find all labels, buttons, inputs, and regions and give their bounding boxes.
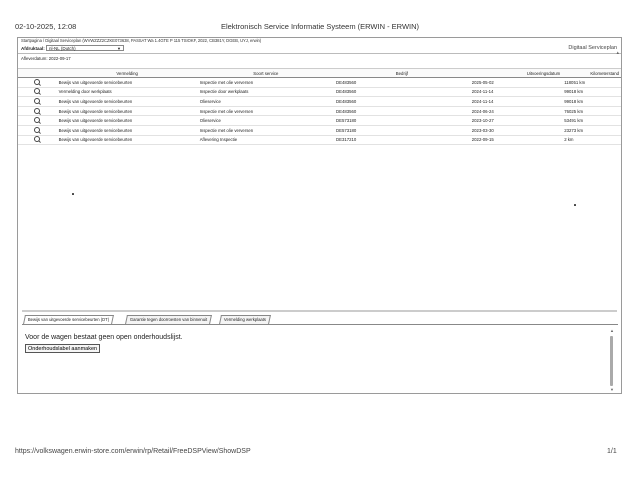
col-header-vermelding[interactable]: Vermelding bbox=[57, 69, 198, 78]
cell-datum: 2024-06-24 bbox=[470, 106, 562, 116]
magnifier-icon[interactable] bbox=[34, 79, 40, 85]
print-language-label: Afdruktaal: bbox=[21, 46, 45, 51]
cell-datum: 2024-11-14 bbox=[470, 87, 562, 97]
no-open-maintenance-message: Voor de wagen bestaat geen open onderhoudslijst. bbox=[25, 334, 183, 341]
cell-vermelding: Bewijs van uitgevoerde servicebeurten bbox=[57, 116, 198, 126]
cell-soort: Inspectie met olie verversen bbox=[198, 78, 334, 88]
cell-km: 53491 km bbox=[562, 116, 621, 126]
cell-vermelding: Bewijs van uitgevoerde servicebeurten bbox=[57, 78, 198, 88]
magnifier-icon[interactable] bbox=[34, 88, 40, 94]
table-row[interactable] bbox=[18, 78, 621, 88]
table-row[interactable] bbox=[18, 97, 621, 107]
cell-vermelding: Bewijs van uitgevoerde servicebeurten bbox=[57, 97, 198, 107]
cell-datum: 2023-03-30 bbox=[470, 125, 562, 135]
scroll-up-arrow-icon[interactable]: ▲ bbox=[610, 328, 614, 333]
dsp-title: Digitaal Serviceplan bbox=[568, 45, 617, 51]
cell-soort: Inspectie door werkplaats bbox=[198, 87, 334, 97]
scroll-up-icon[interactable]: ▴ bbox=[616, 50, 619, 56]
cell-vermelding: Vermelding door werkplaats bbox=[57, 87, 198, 97]
magnifier-icon[interactable] bbox=[34, 108, 40, 114]
tab-panel bbox=[22, 326, 618, 392]
cell-datum: 2022-09-15 bbox=[470, 135, 562, 145]
tab-bar bbox=[22, 315, 618, 325]
cell-datum: 2023-10-27 bbox=[470, 116, 562, 126]
cell-bedrijf: DE317210 bbox=[334, 135, 470, 145]
cell-vermelding: Bewijs van uitgevoerde servicebeurten bbox=[57, 125, 198, 135]
print-language-select[interactable] bbox=[46, 45, 124, 51]
tab-garantie-doorroesten[interactable]: Garantie tegen doorroesten van binnenuit bbox=[125, 315, 212, 324]
toolbar bbox=[18, 44, 621, 54]
footer-url: https://volkswagen.erwin-store.com/erwin/rp/Retail/FreeDSPView/ShowDSP bbox=[15, 448, 251, 455]
chevron-down-icon: ▼ bbox=[117, 46, 121, 51]
scan-speck bbox=[72, 193, 74, 195]
cell-bedrijf: DE483560 bbox=[334, 78, 470, 88]
table-row[interactable] bbox=[18, 116, 621, 126]
service-table bbox=[18, 68, 621, 145]
cell-bedrijf: DE483560 bbox=[334, 97, 470, 107]
breadcrumb: Startpagina / Digitaal Serviceplan (WVWZZZ2CZKE073638, PASSAT Wa 1.4GTE P 115 TSIOKF, 2022, CB381Y, DGEB, UYJ, erwin) bbox=[21, 38, 262, 43]
cell-vermelding: Bewijs van uitgevoerde servicebeurten bbox=[57, 106, 198, 116]
magnifier-icon[interactable] bbox=[34, 98, 40, 104]
page-title: Elektronisch Service Informatie Systeem (ERWIN - ERWIN) bbox=[220, 22, 420, 31]
tab-vermelding-werkplaats[interactable]: Vermelding werkplaats bbox=[219, 315, 271, 324]
cell-km: 99018 km bbox=[562, 97, 621, 107]
cell-km: 76025 km bbox=[562, 106, 621, 116]
cell-vermelding: Bewijs van uitgevoerde servicebeurten bbox=[57, 135, 198, 145]
cell-datum: 2025-05-02 bbox=[470, 78, 562, 88]
table-row[interactable] bbox=[18, 135, 621, 145]
footer-page-number: 1/1 bbox=[607, 448, 617, 455]
cell-bedrijf: DE483560 bbox=[334, 106, 470, 116]
magnifier-icon[interactable] bbox=[34, 117, 40, 123]
col-header-soort[interactable]: Soort service bbox=[198, 69, 334, 78]
vertical-scrollbar-thumb[interactable] bbox=[610, 336, 613, 386]
cell-km: 2 km bbox=[562, 135, 621, 145]
cell-bedrijf: DE483560 bbox=[334, 87, 470, 97]
col-header-bedrijf[interactable]: Bedrijf bbox=[334, 69, 470, 78]
create-maintenance-label-button[interactable]: Onderhoudslabel aanmaken bbox=[25, 344, 100, 353]
table-header-row bbox=[18, 69, 621, 78]
cell-soort: Aflevering Inspectie bbox=[198, 135, 334, 145]
table-row[interactable] bbox=[18, 106, 621, 116]
app-frame bbox=[17, 37, 622, 394]
tab-uitgevoerde-servicebeurten[interactable]: Bewijs van uitgevoerde servicebeurten (DT) bbox=[23, 315, 114, 324]
cell-soort: Olieservice bbox=[198, 116, 334, 126]
col-header-km[interactable]: Kilometerstand bbox=[562, 69, 621, 78]
table-row[interactable] bbox=[18, 125, 621, 135]
cell-soort: Inspectie met olie verversen bbox=[198, 106, 334, 116]
magnifier-icon[interactable] bbox=[34, 136, 40, 142]
cell-km: 118051 km bbox=[562, 78, 621, 88]
cell-soort: Inspectie met olie verversen bbox=[198, 125, 334, 135]
cell-km: 23273 km bbox=[562, 125, 621, 135]
print-language-value: nl-NL (Dutch) bbox=[49, 46, 76, 51]
magnifier-icon[interactable] bbox=[34, 127, 40, 133]
col-header-datum[interactable]: Uitvoeringsdatum bbox=[470, 69, 562, 78]
cell-datum: 2024-11-14 bbox=[470, 97, 562, 107]
horizontal-scrollbar[interactable] bbox=[22, 310, 617, 312]
scroll-down-arrow-icon[interactable]: ▼ bbox=[610, 387, 614, 392]
table-row[interactable] bbox=[18, 87, 621, 97]
cell-soort: Olieservice bbox=[198, 97, 334, 107]
cell-km: 99018 km bbox=[562, 87, 621, 97]
cell-bedrijf: DE573180 bbox=[334, 125, 470, 135]
col-header-icon bbox=[18, 69, 57, 78]
print-date: 02-10-2025, 12:08 bbox=[15, 22, 77, 31]
delivery-date: Afleverdatum: 2022-09-17 bbox=[21, 56, 71, 61]
cell-bedrijf: DE573180 bbox=[334, 116, 470, 126]
scan-speck bbox=[574, 204, 576, 206]
